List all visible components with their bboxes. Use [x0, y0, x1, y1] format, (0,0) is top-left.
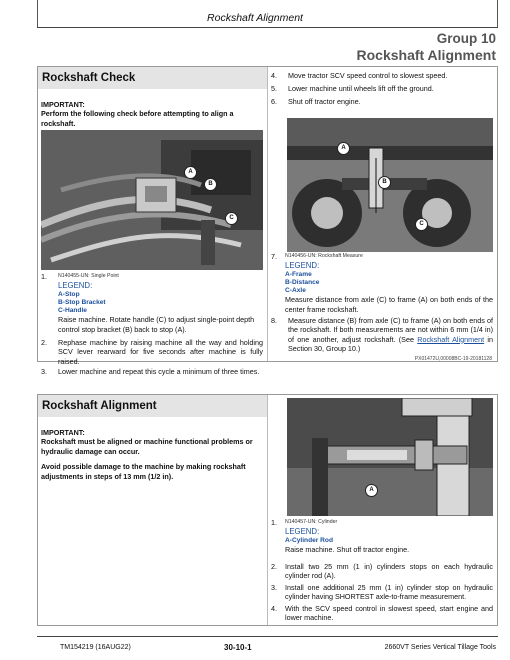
- step-3: 3. Lower machine and repeat this cycle a minimum of three times.: [41, 367, 260, 376]
- reference-code: PX01472U,00008BC-19-20181128: [414, 356, 492, 362]
- step-4: 4. Move tractor SCV speed control to slowest speed.: [271, 71, 448, 80]
- running-header: Rockshaft Alignment: [207, 12, 303, 24]
- step-5: 5. Lower machine until wheels lift off the ground.: [271, 84, 434, 93]
- legend-item: B-Distance: [285, 279, 320, 287]
- rockshaft-measure-photo: [287, 118, 493, 252]
- step-1: 1. N140455-UN: Single Point LEGEND: A-Stop B-Stop Bracket C-Handle Raise machine. Rotate handle (C) to adjust single-point depth control stop bracket (B) back to stop (A).: [41, 272, 263, 334]
- step-4: 4. With the SCV speed control in slowest speed, start engine and lower machine.: [271, 604, 493, 623]
- legend-item: C-Axle: [285, 287, 306, 295]
- footer-rule: [37, 636, 498, 637]
- step-3: 3. Install one additional 25 mm (1 in) cylinder stop on hydraulic cylinder having SHORTEST axle-to-frame measurement.: [271, 583, 493, 602]
- footer-doc-id: TM154219 (16AUG22): [60, 644, 131, 651]
- single-point-stop-photo: [41, 130, 263, 270]
- step-6: 6. Shut off tractor engine.: [271, 97, 361, 106]
- important-note: IMPORTANT: Rockshaft must be aligned or machine functional problems or hydraulic damage can occur. Avoid possible damage to the machine by making rockshaft adjustments in steps of 13 mm (1/2 in).: [41, 428, 253, 481]
- legend-item: A-Cylinder Rod: [285, 536, 333, 544]
- rockshaft-check-heading: Rockshaft Check: [38, 67, 267, 89]
- callout-c: C: [225, 212, 238, 225]
- rockshaft-alignment-heading: Rockshaft Alignment: [38, 395, 267, 417]
- single-point-stop-illustration: [41, 130, 263, 270]
- group-label: Group 10: [436, 31, 496, 46]
- page-number: 30-10-1: [224, 643, 252, 652]
- figure-code: N140456-UN: Rockshaft Measure: [285, 253, 363, 259]
- column-divider: [267, 67, 268, 361]
- legend-item: C-Handle: [58, 307, 87, 315]
- callout-a: A: [337, 142, 350, 155]
- callout-a: A: [365, 484, 378, 497]
- legend-item: B-Stop Bracket: [58, 299, 106, 307]
- legend-title: LEGEND:: [58, 281, 93, 291]
- legend-title: LEGEND:: [285, 527, 320, 537]
- step-7: 7. N140456-UN: Rockshaft Measure LEGEND: A-Frame B-Distance C-Axle Measure distance from axle (C) to frame (A) on both ends of the center frame rockshaft.: [271, 252, 493, 314]
- callout-c: C: [415, 218, 428, 231]
- step-text: Raise machine. Shut off tractor engine.: [285, 545, 410, 555]
- step-text: Raise machine. Rotate handle (C) to adjust single-point depth control stop bracket (B) back to stop (A).: [58, 315, 255, 334]
- important-note: IMPORTANT: Perform the following check before attempting to align a rockshaft.: [41, 100, 234, 128]
- legend-item: A-Frame: [285, 270, 312, 278]
- cylinder-photo: [287, 398, 493, 516]
- column-divider: [267, 395, 268, 625]
- step-8: 8. Measure distance (B) from axle (C) to frame (A) on both ends of the rockshaft. If both measurements are not within 6 mm (1/4 in) of one another, adjust rockshaft. (See Rockshaft Alignment in Section 30, Group 10.): [271, 316, 493, 354]
- callout-b: B: [204, 178, 217, 191]
- step-1: 1. N140457-UN: Cylinder LEGEND: A-Cylinder Rod Raise machine. Shut off tractor engine.: [271, 518, 493, 554]
- figure-code: N140455-UN: Single Point: [58, 273, 119, 279]
- callout-b: B: [378, 176, 391, 189]
- step-text: Measure distance from axle (C) to frame (A) on both ends of the center frame rockshaft.: [285, 295, 493, 314]
- legend-item: A-Stop: [58, 290, 80, 298]
- legend-title: LEGEND:: [285, 261, 320, 271]
- group-title: Rockshaft Alignment: [356, 47, 496, 63]
- header-rule: [37, 27, 498, 28]
- step-2: 2. Rephase machine by raising machine all the way and holding SCV lever rearward for five seconds after machine is fully raised.: [41, 338, 263, 366]
- footer-product: 2660VT Series Vertical Tillage Tools: [384, 644, 496, 651]
- rockshaft-alignment-link[interactable]: Rockshaft Alignment: [417, 334, 485, 344]
- step-2: 2. Install two 25 mm (1 in) cylinders stops on each hydraulic cylinder rod (A).: [271, 562, 493, 581]
- callout-a: A: [184, 166, 197, 179]
- figure-code: N140457-UN: Cylinder: [285, 519, 338, 525]
- cylinder-illustration: [287, 398, 493, 516]
